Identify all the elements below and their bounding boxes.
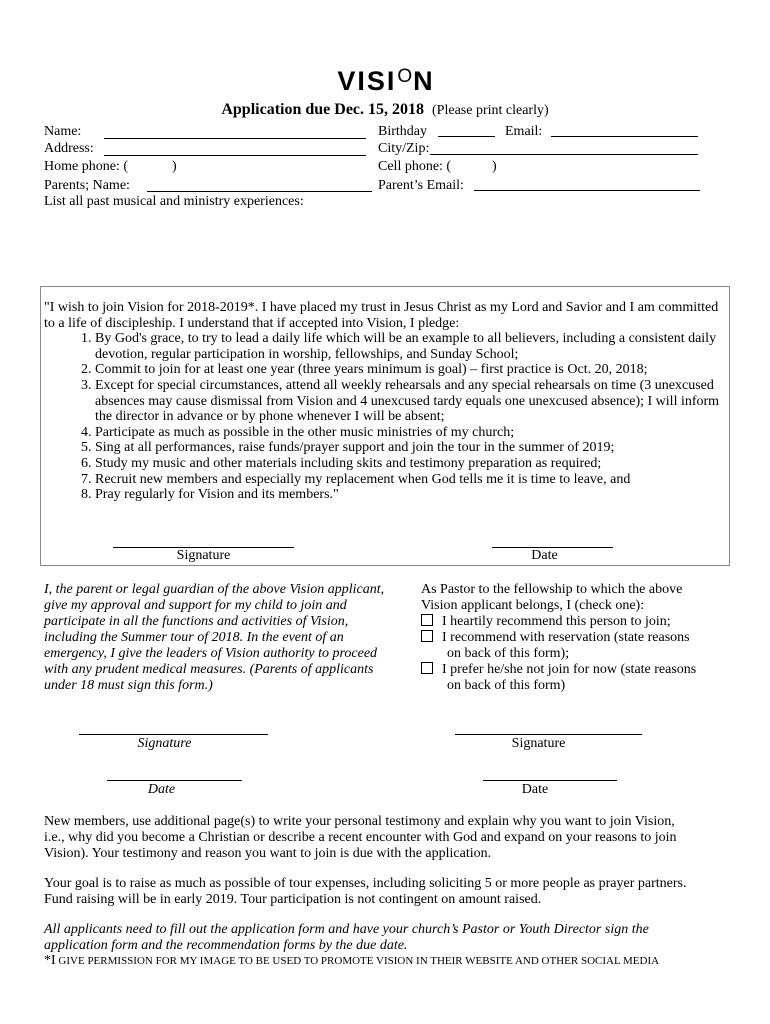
pledge-item: 3. Except for special circumstances, attend all weekly rehearsals and any special rehearsals on time (3 unexcused absences may cause dismissal from Vision and 4 unexcused tardy equals one unexcused absence); I will inform the director in advance or by phone whenever I will be absent; xyxy=(95,378,724,425)
option-recommend-label: I heartily recommend this person to join; xyxy=(442,614,671,629)
pledge-list xyxy=(44,331,724,503)
pastor-intro-line2: Vision applicant belongs, I (check one): xyxy=(421,598,645,613)
address-label: Address: xyxy=(44,141,94,156)
logo-text-n: N xyxy=(413,66,433,96)
logo-text-visi: VISI xyxy=(337,66,397,96)
email-label: Email: xyxy=(505,124,543,139)
permission-star: *I xyxy=(44,953,56,968)
guardian-date-label: Date xyxy=(147,782,176,797)
option-reservation-label: I recommend with reservation (state reasons xyxy=(442,630,690,645)
parent-email-label: Parent’s Email: xyxy=(378,178,464,193)
pledge-item: 8. Pray regularly for Vision and its members." xyxy=(95,487,724,503)
pastor-option-reservation xyxy=(421,630,696,646)
guardian-consent-text: I, the parent or legal guardian of the above Vision applicant, give my approval and support for my child to join and participate in all the functions and activities of Vision, including the Summer tour of 2018. In the event of an emergency, I give the leaders of Vision authority to proceed with any prudent medical measures. (Parents of applicants under 18 must sign this form.) xyxy=(44,582,385,693)
fundraising-paragraph: Your goal is to raise as much as possible of tour expenses, including soliciting 5 or more people as prayer partners. Fund raising will be in early 2019. Tour participation is not contingent on amount raised. xyxy=(44,876,687,907)
pledge-item: 7. Recruit new members and especially my replacement when God tells me it is time to leave, and xyxy=(95,472,724,488)
print-clearly-note: (Please print clearly) xyxy=(432,103,549,118)
checkbox-not-join[interactable] xyxy=(421,662,433,674)
city-zip-label: City/Zip: xyxy=(378,141,430,156)
pastor-date-label: Date xyxy=(521,782,549,797)
pledge-item: 6. Study my music and other materials including skits and testimony preparation as required; xyxy=(95,456,724,472)
pastor-option-not-join xyxy=(421,662,696,678)
birthday-field[interactable] xyxy=(438,136,495,137)
pastor-date-line[interactable] xyxy=(483,780,617,781)
new-members-paragraph: New members, use additional page(s) to write your personal testimony and explain why you want to join Vision, i.e., why did you become a Christian or describe a recent encounter with God and expand on your reasons to join Vision). Your testimony and reason you want to join is due with the application. xyxy=(44,814,677,861)
pastor-section xyxy=(421,582,696,694)
name-label: Name: xyxy=(44,124,82,139)
pledge-item: 1. By God's grace, to try to lead a daily life which will be an example to all believers, including a consistent daily devotion, regular participation in worship, fellowships, and Sunday School; xyxy=(95,331,724,362)
pledge-item: 5. Sing at all performances, raise funds/prayer support and join the tour in the summer of 2019; xyxy=(95,440,724,456)
pastor-signature-label: Signature xyxy=(511,736,566,751)
image-permission-line xyxy=(44,953,659,969)
guardian-signature-line[interactable] xyxy=(79,734,268,735)
option-not-join-label: I prefer he/she not join for now (state reasons xyxy=(442,662,697,677)
cell-phone-close: ) xyxy=(492,159,497,174)
application-due-line xyxy=(0,101,770,119)
due-date-text: Application due Dec. 15, 2018 xyxy=(221,101,425,118)
address-field[interactable] xyxy=(104,155,366,156)
email-field[interactable] xyxy=(551,136,698,137)
option-not-join-label-cont: on back of this form) xyxy=(447,678,566,693)
birthday-label: Birthday xyxy=(378,124,427,139)
pledge-item: 4. Participate as much as possible in the other music ministries of my church; xyxy=(95,425,724,441)
all-applicants-paragraph: All applicants need to fill out the application form and have your church’s Pastor or Youth Director sign the application form and the recommendation forms by the due date. xyxy=(44,922,649,953)
parents-name-label: Parents; Name: xyxy=(44,178,130,193)
pastor-intro-line1: As Pastor to the fellowship to which the above xyxy=(421,582,683,597)
pledge-intro: "I wish to join Vision for 2018-2019*. I have placed my trust in Jesus Christ as my Lord and Savior and I am committed to a life of discipleship. I understand that if accepted into Vision, I pledge: xyxy=(44,300,719,331)
applicant-signature-label: Signature xyxy=(176,548,231,563)
cell-phone-label: Cell phone: ( xyxy=(378,159,452,174)
home-phone-close: ) xyxy=(172,159,177,174)
logo-text-o: O xyxy=(397,66,413,87)
city-zip-field[interactable] xyxy=(430,154,698,155)
pledge-text xyxy=(44,300,724,503)
option-reservation-label-cont: on back of this form); xyxy=(447,646,570,661)
guardian-signature-label: Signature xyxy=(137,736,192,751)
vision-logo xyxy=(0,66,770,97)
parents-name-field[interactable] xyxy=(147,191,372,192)
pastor-option-recommend xyxy=(421,614,696,630)
parent-email-field[interactable] xyxy=(474,190,700,191)
permission-text: GIVE PERMISSION FOR MY IMAGE TO BE USED TO PROMOTE VISION IN THEIR WEBSITE AND OTHER SOCIAL MEDIA xyxy=(55,955,660,967)
name-field[interactable] xyxy=(104,138,366,139)
checkbox-recommend[interactable] xyxy=(421,614,433,626)
applicant-date-label: Date xyxy=(531,548,558,563)
checkbox-reservation[interactable] xyxy=(421,630,433,642)
home-phone-label: Home phone: ( xyxy=(44,159,128,174)
experiences-label: List all past musical and ministry experiences: xyxy=(44,194,304,209)
pastor-signature-line[interactable] xyxy=(455,734,642,735)
pledge-item: 2. Commit to join for at least one year (three years minimum is goal) – first practice is Oct. 20, 2018; xyxy=(95,362,724,378)
guardian-date-line[interactable] xyxy=(107,780,242,781)
